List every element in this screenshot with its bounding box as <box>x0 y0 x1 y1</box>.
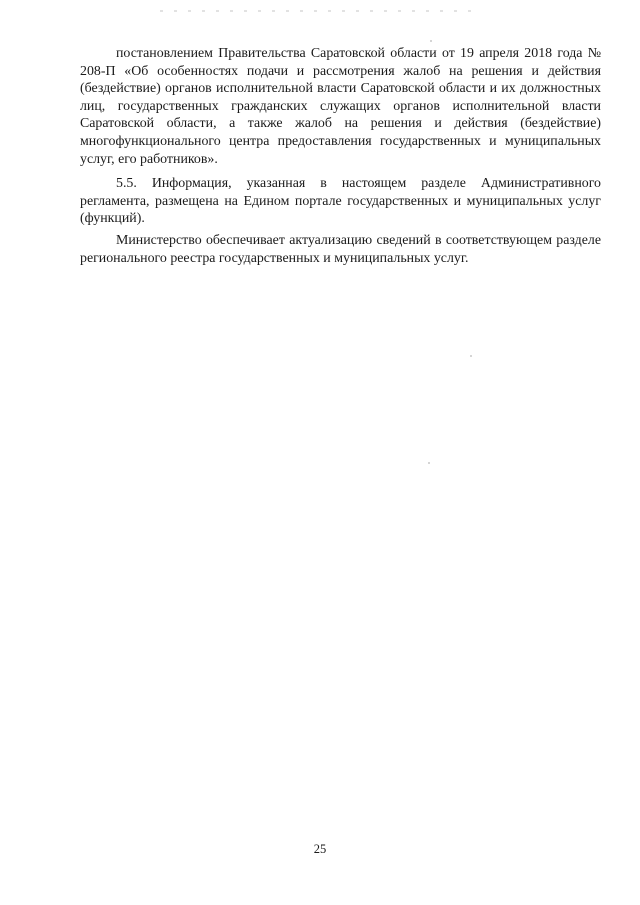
page-number: 25 <box>313 842 327 856</box>
scan-speck <box>430 40 432 42</box>
paragraph-continuation: постановлением Правительства Саратовской области от 19 апреля 2018 года № 208-П «Об особенностях подачи и рассмотрения жалоб на решения и действия (бездействие) органов исполнительной власти Саратовской области и их должностных лиц, государственных гражданских служащих органов исполнительной власти Саратовской области, а также жалоб на решения и действия (бездействие) многофункционального центра предоставления государственных и муниципальных услуг, его работников». <box>80 46 601 167</box>
paragraph-section-5-5: 5.5. Информация, указанная в настоящем разделе Административного регламента, размещена на Едином портале государственных и муниципальных услуг (функций). <box>80 176 601 227</box>
paragraph-ministry: Министерство обеспечивает актуализацию сведений в соответствующем разделе регионального реестра государственных и муниципальных услуг. <box>80 232 601 266</box>
scan-speck <box>428 462 430 464</box>
scan-speck <box>470 355 472 357</box>
document-body <box>80 45 601 267</box>
scan-artifact-top <box>160 10 480 12</box>
